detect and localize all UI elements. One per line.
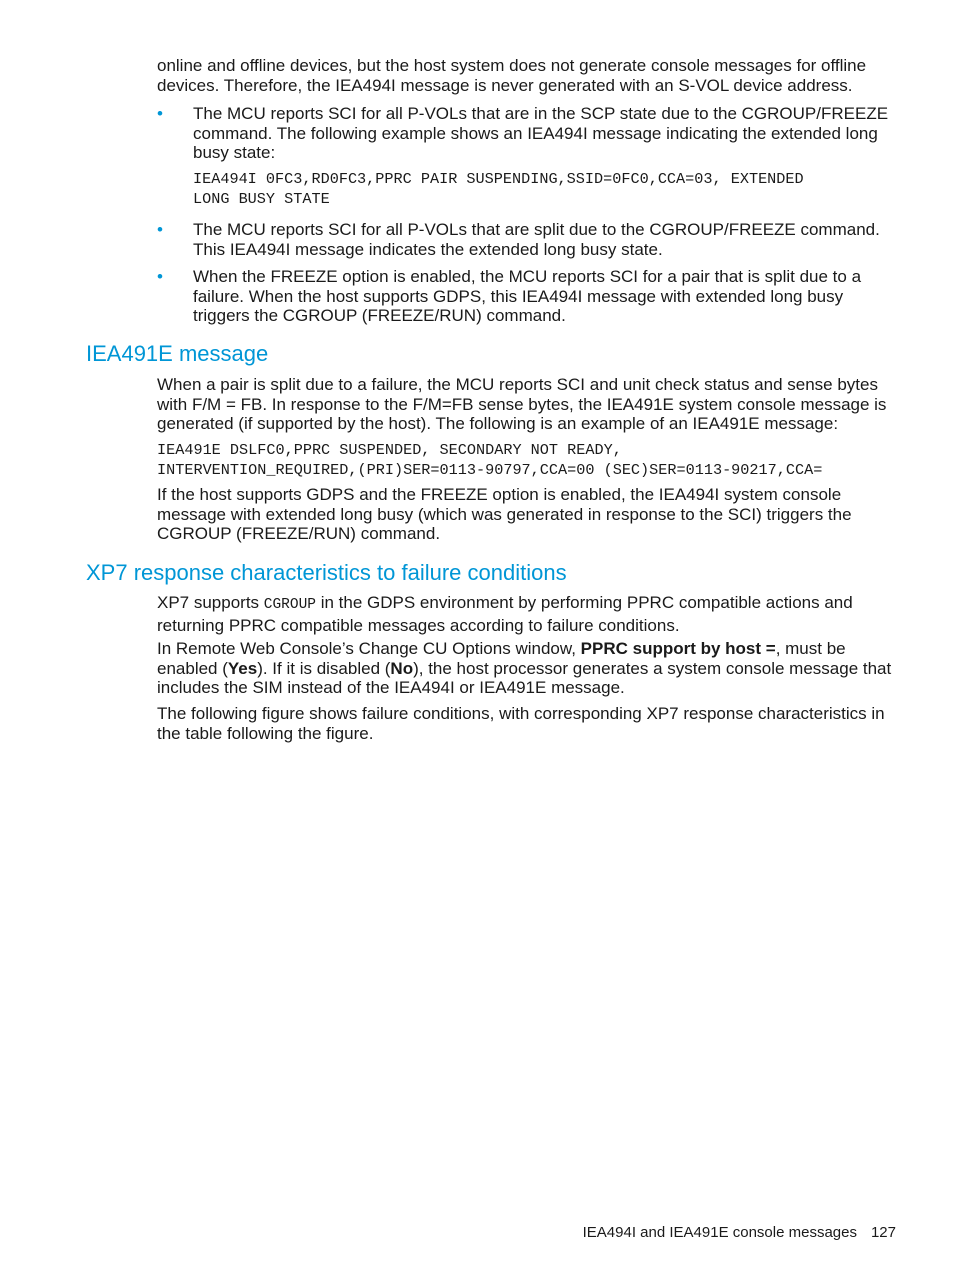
bold-no: No [390, 658, 414, 678]
text-run: In Remote Web Console’s Change CU Options window, [157, 639, 581, 658]
intro-line-2: devices. Therefore, the IEA494I message is never generated with an S-VOL device address. [157, 75, 853, 95]
inline-code-cgroup: CGROUP [263, 597, 316, 613]
page-footer [583, 1223, 896, 1243]
bullet-item-3 [157, 267, 902, 327]
text-run: ), the host processor generates a system console message that includes the SIM instead of the IEA494I or IEA491E message. [157, 658, 892, 698]
code-line: IEA494I 0FC3,RD0FC3,PPRC PAIR SUSPENDING,SSID=0FC0,CCA=03, EXTENDED [193, 170, 804, 188]
section-heading-iea491e: IEA491E message [86, 341, 269, 366]
bullet-dot-icon: • [157, 220, 163, 239]
text-run: ). If it is disabled ( [257, 658, 391, 678]
intro-line-1: online and offline devices, but the host system does not generate console messages for offline [157, 56, 867, 75]
text-run: in the GDPS environment by performing PPRC compatible actions and returning PPRC compatible messages according to failure conditions. [157, 593, 853, 635]
code-example-iea491e [157, 440, 822, 480]
text-run: XP7 supports [157, 593, 264, 612]
code-line: IEA491E DSLFC0,PPRC SUSPENDED, SECONDARY NOT READY, [157, 441, 622, 459]
page-number: 127 [870, 1224, 896, 1241]
section2-paragraph-2 [157, 639, 902, 698]
bold-setting-name: PPRC support by host = [580, 639, 776, 658]
code-line: INTERVENTION_REQUIRED,(PRI)SER=0113-90797,CCA=00 (SEC)SER=0113-90217,CCA= [157, 461, 823, 479]
section1-paragraph-2: If the host supports GDPS and the FREEZE option is enabled, the IEA494I system console message with extended long busy (which was generated in response to the SCI) triggers the CGROUP (FREEZE/RUN) command. [157, 485, 852, 544]
bullet-text: The MCU reports SCI for all P-VOLs that are in the SCP state due to the CGROUP/FREEZE command. The following example shows an IEA494I message indicating the extended long busy state: [193, 104, 889, 163]
bullet-text: When the FREEZE option is enabled, the MCU reports SCI for a pair that is split due to a failure. When the host supports GDPS, this IEA494I message with extended long busy triggers the CGROUP (FREEZE/RUN) command. [193, 267, 862, 326]
code-example-iea494i [193, 169, 804, 209]
bullet-item-1 [157, 104, 902, 164]
section2-paragraph-3: The following figure shows failure conditions, with corresponding XP7 response characteristics in the table following the figure. [157, 704, 885, 743]
text-run: , must be enabled ( [157, 639, 846, 678]
bullet-text: The MCU reports SCI for all P-VOLs that are split due to the CGROUP/FREEZE command. This IEA494I message indicates the extended long busy state. [193, 220, 880, 259]
section-heading-xp7-response: XP7 response characteristics to failure conditions [86, 560, 567, 585]
bullet-dot-icon: • [157, 104, 163, 123]
bullet-item-2 [157, 220, 902, 260]
bold-yes: Yes [227, 658, 258, 678]
section2-paragraph-1 [157, 593, 902, 635]
bullet-dot-icon: • [157, 267, 163, 286]
code-line: LONG BUSY STATE [193, 190, 330, 208]
intro-paragraph [157, 56, 902, 95]
section1-paragraph-1: When a pair is split due to a failure, the MCU reports SCI and unit check status and sense bytes with F/M = FB. In response to the F/M=FB sense bytes, the IEA491E system console message is generated (if supported by the host). The following is an example of an IEA491E message: [157, 375, 887, 434]
footer-title: IEA494I and IEA491E console messages [582, 1224, 857, 1241]
